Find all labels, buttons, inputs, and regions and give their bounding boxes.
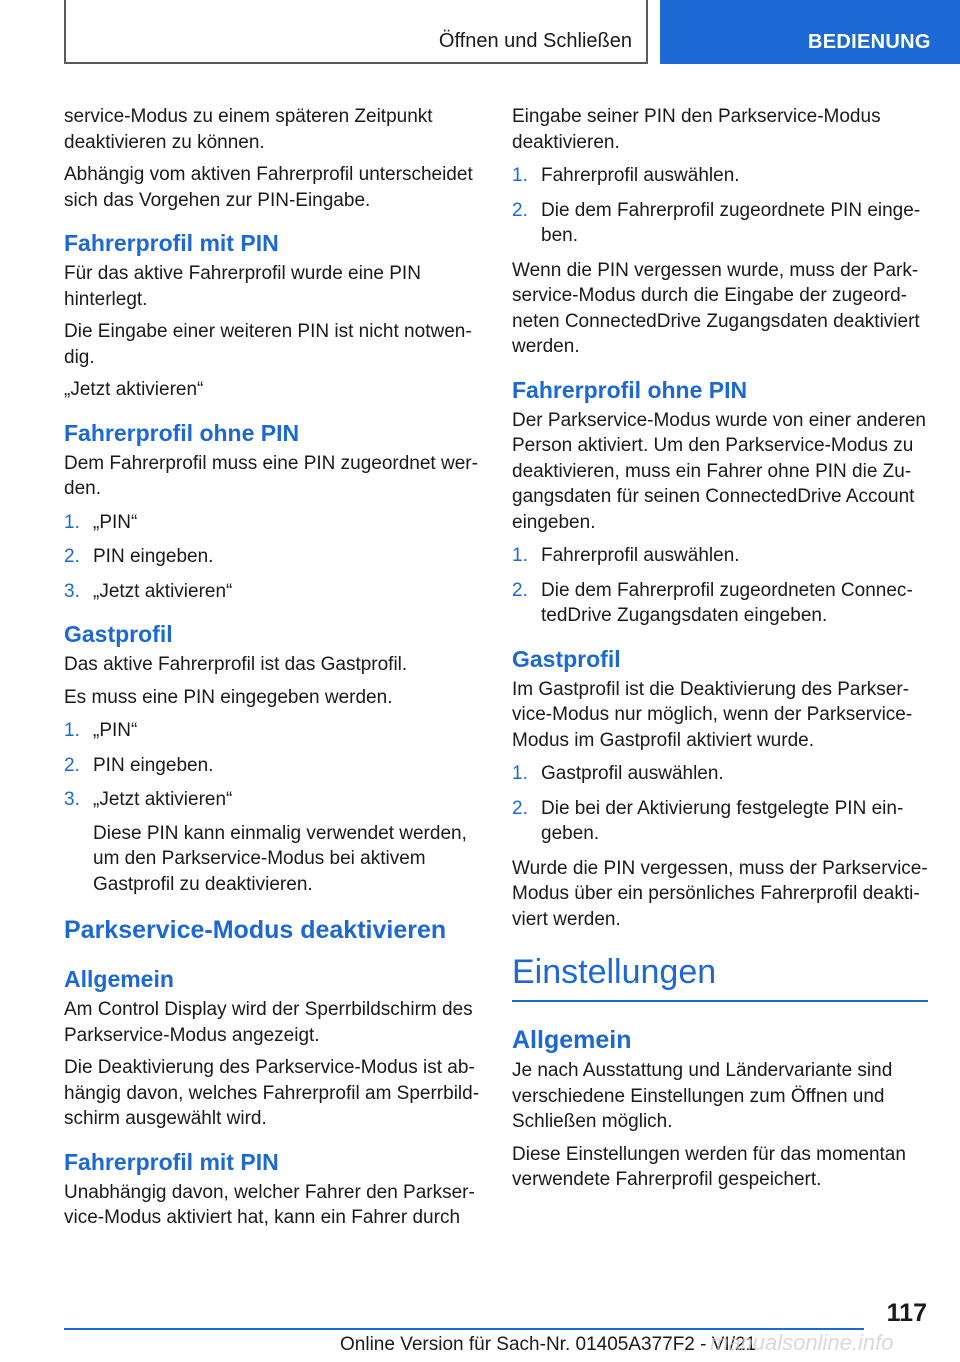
step-text: „PIN“ — [93, 511, 138, 533]
paragraph: Im Gastprofil ist die Deaktivierung des Parkservice-Modus nur möglich, wenn der Parkservice-Modus im Gastprofil aktiviert wurde. — [512, 678, 913, 751]
heading-gastprofil: Gastprofil — [512, 645, 621, 672]
paragraph: „Jetzt aktivieren“ — [64, 379, 204, 400]
paragraph: service-Modus zu einem späteren Zeitpunkt deaktivieren zu können. — [64, 106, 433, 153]
right-column — [512, 104, 928, 1200]
step-text: Die dem Fahrerprofil zugeordnete PIN eingeben. — [541, 199, 921, 246]
step-list — [512, 163, 928, 249]
header-section-tab — [64, 0, 648, 64]
step-number: 1. — [512, 763, 528, 784]
paragraph: Abhängig vom aktiven Fahrerprofil unterscheidet sich das Vorgehen zur PIN-Eingabe. — [64, 164, 473, 211]
step-note: Diese PIN kann einmalig verwendet werden, um den Parkservice-Modus bei aktivem Gastprofil zu deaktivieren. — [93, 822, 467, 895]
step-number: 2. — [512, 579, 528, 601]
heading-gastprofil: Gastprofil — [64, 621, 173, 647]
list-item — [512, 796, 928, 847]
step-number: 3. — [64, 789, 80, 810]
step-number: 2. — [64, 546, 80, 567]
step-number: 3. — [64, 580, 80, 602]
step-number: 2. — [64, 754, 80, 776]
paragraph: Das aktive Fahrerprofil ist das Gastprofil. — [64, 654, 408, 675]
list-item — [512, 198, 928, 249]
paragraph: Eingabe seiner PIN den Parkservice-Modus deaktivieren. — [512, 106, 881, 153]
list-item — [512, 543, 928, 569]
step-text: PIN eingeben. — [93, 546, 214, 567]
step-text: Die bei der Aktivierung festgelegte PIN eingeben. — [541, 797, 904, 844]
header-chapter-title: BEDIENUNG — [808, 31, 931, 53]
paragraph: Es muss eine PIN eingegeben werden. — [64, 686, 393, 708]
step-text: „Jetzt aktivieren“ — [93, 789, 233, 810]
heading-fahrerprofil-ohne-pin: Fahrerprofil ohne PIN — [512, 376, 748, 403]
page-number: 117 — [886, 1299, 927, 1327]
heading-fahrerprofil-mit-pin: Fahrerprofil mit PIN — [64, 1148, 279, 1175]
heading-fahrerprofil-mit-pin: Fahrerprofil mit PIN — [64, 230, 279, 256]
paragraph: Unabhängig davon, welcher Fahrer den Parkservice-Modus aktiviert hat, kann ein Fahrer durch — [64, 1181, 475, 1228]
list-item — [64, 579, 480, 605]
list-item — [64, 753, 480, 779]
paragraph: Wurde die PIN vergessen, muss der Parkservice-Modus über ein persönliches Fahrerprofil deaktiviert werden. — [512, 857, 928, 930]
step-text: Fahrerprofil auswählen. — [541, 165, 740, 186]
left-column — [64, 104, 480, 1238]
header-section-title: Öffnen und Schließen — [438, 30, 632, 52]
paragraph: Dem Fahrerprofil muss eine PIN zugeordnet werden. — [64, 452, 478, 499]
step-text: Die dem Fahrerprofil zugeordneten ConnectedDrive Zugangsdaten eingeben. — [541, 579, 913, 626]
step-text: Fahrerprofil auswählen. — [541, 545, 740, 566]
paragraph: Wenn die PIN vergessen wurde, muss der Parkservice-Modus durch die Eingabe der zugeordneten ConnectedDrive Zugangsdaten deaktiviert werden. — [512, 259, 920, 357]
step-number: 2. — [512, 797, 528, 819]
step-text: „PIN“ — [93, 720, 138, 741]
list-item — [64, 544, 480, 570]
heading-allgemein: Allgemein — [64, 966, 174, 992]
header-chapter-tab — [660, 0, 960, 64]
step-number: 1. — [64, 511, 80, 533]
step-list — [512, 543, 928, 629]
paragraph: Am Control Display wird der Sperrbildschirm des Parkservice-Modus angezeigt. — [64, 999, 473, 1046]
heading-allgemein: Allgemein — [512, 1026, 632, 1054]
list-item — [512, 163, 928, 189]
list-item — [64, 510, 480, 536]
list-item — [64, 787, 480, 897]
step-list — [64, 718, 480, 897]
paragraph: Je nach Ausstattung und Ländervariante sind verschiedene Einstellungen zum Öffnen und Schließen möglich. — [512, 1060, 893, 1132]
list-item — [512, 761, 928, 787]
watermark: manualsonline.info — [710, 1330, 894, 1355]
footer-online-version: Online Version für Sach-Nr. 01405A377F2 - VI/21 — [340, 1334, 757, 1355]
paragraph: Der Parkservice-Modus wurde von einer anderen Person aktiviert. Um den Parkservice-Modus zu deaktivieren, muss ein Fahrer ohne PIN die Zugangsdaten für seinen ConnectedDrive Account eingeben. — [512, 409, 926, 533]
paragraph: Die Eingabe einer weiteren PIN ist nicht notwendig. — [64, 321, 472, 368]
step-list — [64, 510, 480, 605]
heading-parkservice-deaktivieren: Parkservice-Modus deaktivieren — [64, 916, 447, 944]
paragraph: Die Deaktivierung des Parkservice-Modus ist abhängig davon, welches Fahrerprofil am Sperrbildschirm ausgewählt wird. — [64, 1057, 480, 1129]
paragraph: Diese Einstellungen werden für das momentan verwendete Fahrerprofil gespeichert. — [512, 1143, 906, 1190]
step-list — [512, 761, 928, 847]
list-item — [64, 718, 480, 744]
section-title-einstellungen: Einstellungen — [512, 952, 928, 1002]
list-item — [512, 578, 928, 629]
step-number: 1. — [512, 545, 528, 566]
step-number: 1. — [64, 720, 80, 741]
step-text: PIN eingeben. — [93, 754, 214, 776]
step-text: „Jetzt aktivieren“ — [93, 580, 233, 602]
heading-fahrerprofil-ohne-pin: Fahrerprofil ohne PIN — [64, 419, 300, 446]
paragraph: Für das aktive Fahrerprofil wurde eine PIN hinterlegt. — [64, 263, 421, 310]
step-text: Gastprofil auswählen. — [541, 763, 724, 784]
step-number: 1. — [512, 165, 528, 186]
step-number: 2. — [512, 199, 528, 221]
